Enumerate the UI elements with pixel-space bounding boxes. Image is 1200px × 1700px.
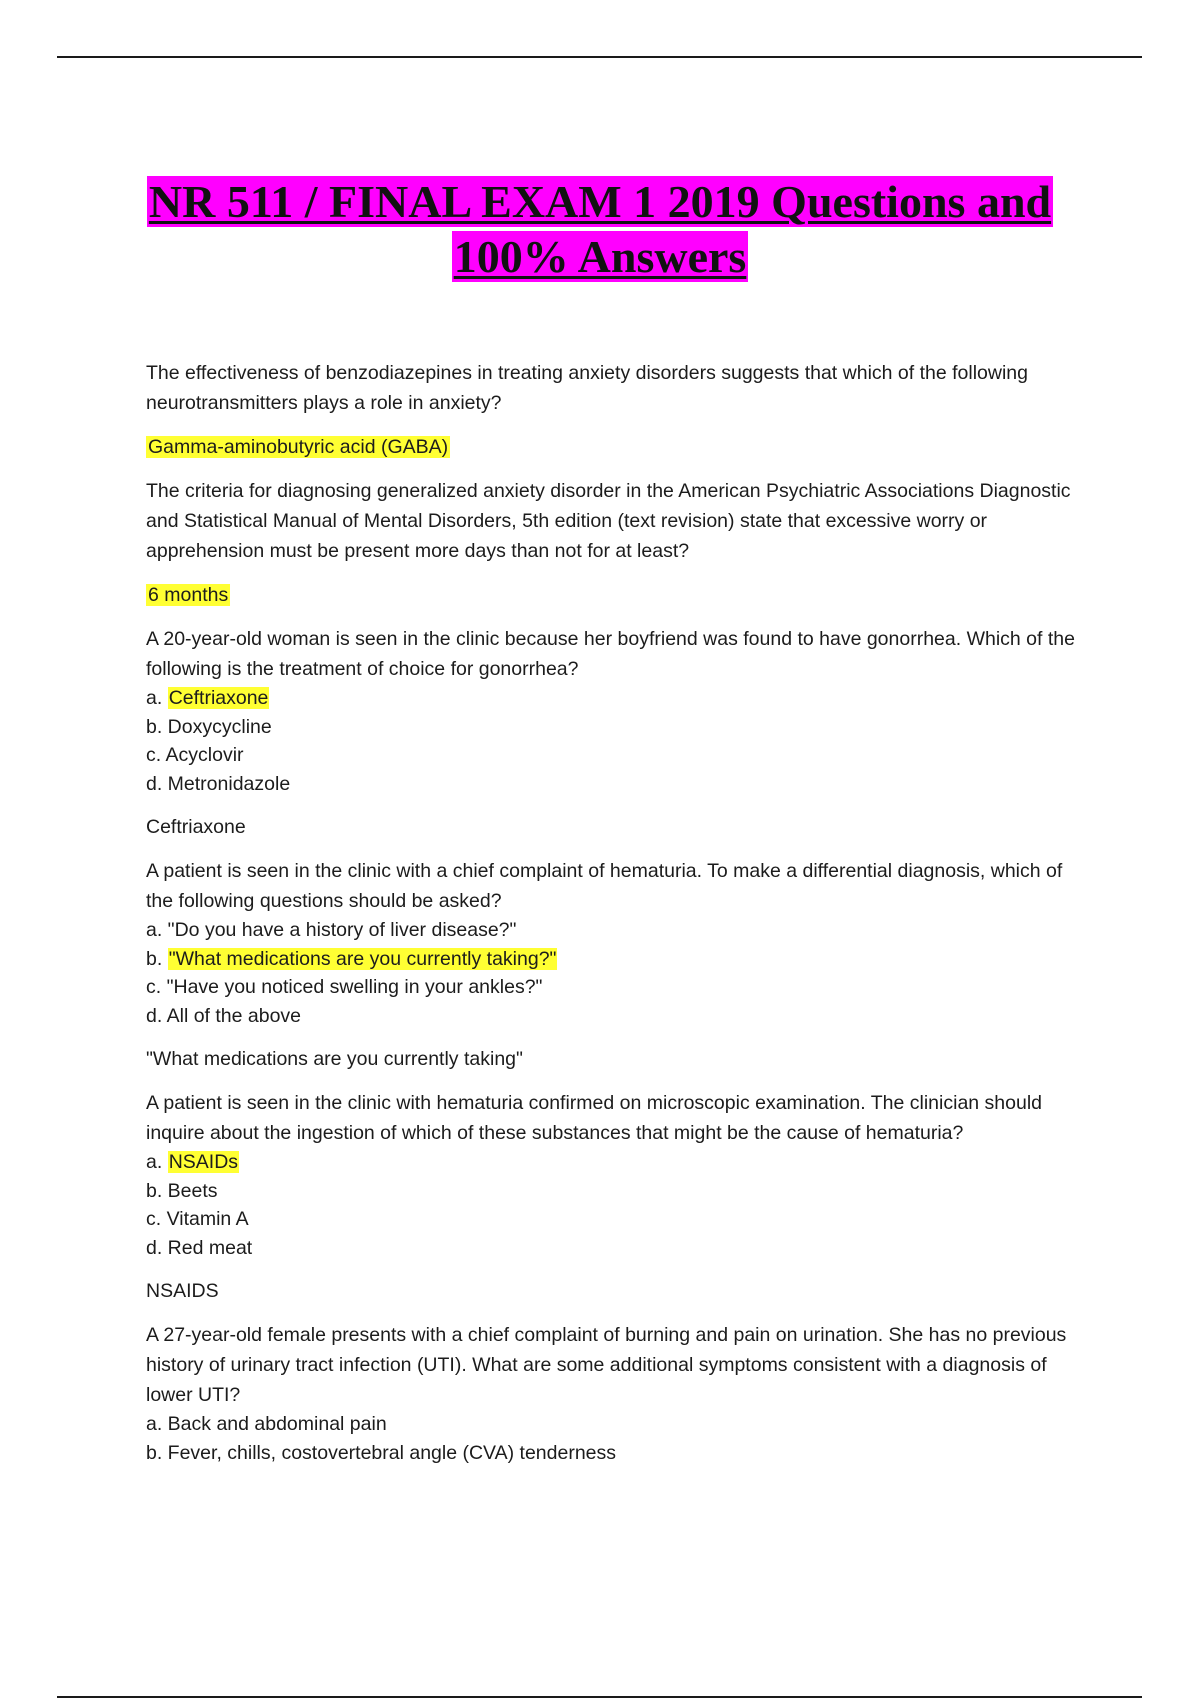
question-3: A 20-year-old woman is seen in the clinic because her boyfriend was found to have gonorrhea. Which of the following is the treatment of choice for gonorrhea? [146,628,1075,680]
option-prefix: a. [146,1151,168,1173]
question-5-option-a [146,1148,1086,1177]
question-6-option-b: b. Fever, chills, costovertebral angle (CVA) tenderness [146,1441,617,1464]
question-6: A 27-year-old female presents with a chief complaint of burning and pain on urination. She has no previous history of urinary tract infection (UTI). What are some additional symptoms consistent with a diagnosis of lower UTI? [146,1324,1067,1406]
answer-2-highlight: 6 months [148,584,229,606]
question-1: The effectiveness of benzodiazepines in treating anxiety disorders suggests that which of the following neurotransmitters plays a role in anxiety? [146,362,1028,414]
answer-1-highlight: Gamma-aminobutyric acid (GABA) [148,436,449,458]
title-line-1: NR 511 / FINAL EXAM 1 2019 Questions and [148,176,1052,227]
option-a-highlight: NSAIDs [168,1151,239,1173]
question-4-option-b [146,945,1086,974]
question-5-option-c: c. Vitamin A [146,1208,249,1230]
option-a-highlight: Ceftriaxone [168,687,269,709]
question-4-option-a: a. "Do you have a history of liver disease?" [146,919,517,941]
question-6-option-a: a. Back and abdominal pain [146,1413,387,1435]
question-5: A patient is seen in the clinic with hematuria confirmed on microscopic examination. The clinician should inquire about the ingestion of which of these substances that might be the cause of hematuria? [146,1092,1043,1144]
answer-4: "What medications are you currently taking" [146,1048,523,1070]
question-4-option-c: c. "Have you noticed swelling in your ankles?" [146,976,543,998]
answer-2 [146,580,1086,610]
document-title [100,174,1100,284]
question-4-option-d: d. All of the above [146,1004,302,1027]
top-rule [57,56,1142,58]
answer-5: NSAIDS [146,1280,219,1302]
title-line-2: 100% Answers [453,231,747,282]
option-b-highlight: "What medications are you currently taking?" [168,947,557,970]
question-3-option-d: d. Metronidazole [146,772,291,795]
option-prefix: a. [146,687,168,709]
question-4: A patient is seen in the clinic with a chief complaint of hematuria. To make a differential diagnosis, which of the following questions should be asked? [146,860,1063,912]
answer-3: Ceftriaxone [146,816,246,838]
answer-1 [146,432,1086,462]
option-prefix: b. [146,947,168,970]
bottom-rule [57,1696,1142,1698]
question-3-option-c: c. Acyclovir [146,744,244,766]
question-3-option-b: b. Doxycycline [146,715,272,738]
question-2: The criteria for diagnosing generalized anxiety disorder in the American Psychiatric Associations Diagnostic and Statistical Manual of Mental Disorders, 5th edition (text revision) state that excessive worry or apprehension must be present more days than not for at least? [146,480,1071,562]
document-body [146,358,1086,1467]
question-5-option-b: b. Beets [146,1179,218,1202]
question-5-option-d: d. Red meat [146,1236,253,1259]
question-3-option-a [146,684,1086,713]
